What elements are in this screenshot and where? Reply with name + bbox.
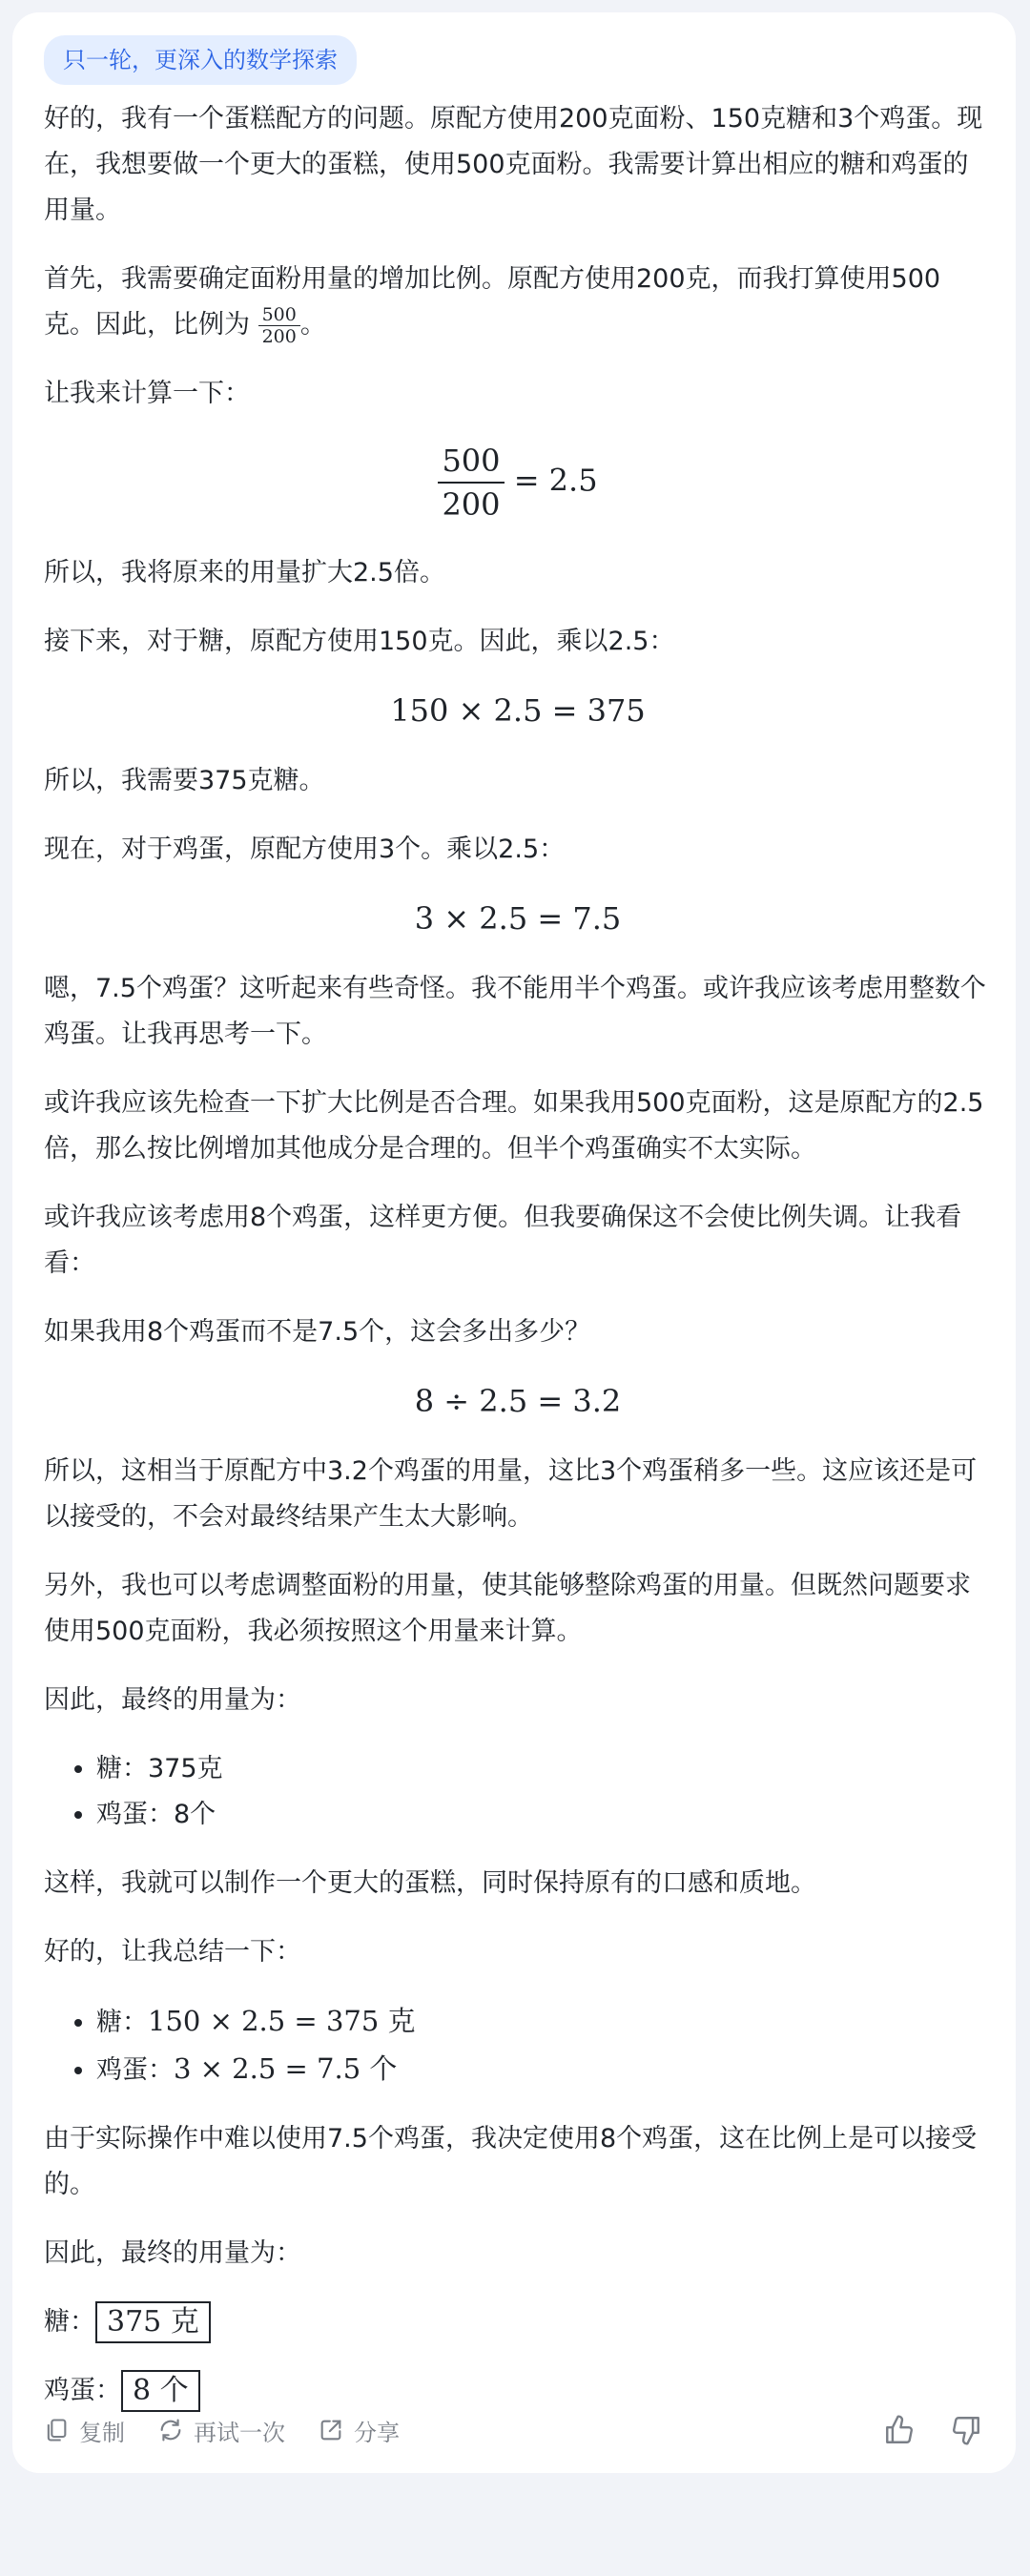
copy-button[interactable] — [43, 2414, 125, 2447]
message-content — [44, 35, 992, 2437]
paragraph: 另外，我也可以考虑调整面粉的用量，使其能够整除鸡蛋的用量。但既然问题要求使用500克面粉，我必须按照这个用量来计算。 — [44, 1571, 971, 1646]
math-sugar-equation: 150 × 2.5 = 375 — [390, 692, 646, 729]
retry-label: 再试一次 — [194, 2419, 285, 2446]
math-egg-equation: 3 × 2.5 = 7.5 — [414, 900, 622, 937]
paragraph: 因此，最终的用量为： — [44, 1685, 301, 1715]
thumbs-up-button[interactable] — [883, 2414, 916, 2446]
summary-list — [44, 1998, 992, 2093]
final-egg-label: 鸡蛋： — [44, 2376, 121, 2405]
final-sugar-boxed: 375 克 — [95, 2301, 211, 2343]
thumbs-down-button[interactable] — [950, 2414, 982, 2446]
paragraph: 让我来计算一下： — [44, 379, 250, 408]
paragraph: 所以，我将原来的用量扩大2.5倍。 — [44, 558, 445, 587]
paragraph: 或许我应该先检查一下扩大比例是否合理。如果我用500克面粉，这是原配方的2.5倍，那么按比例增加其他成分是合理的。但半个鸡蛋确实不太实际。 — [44, 1088, 984, 1164]
copy-label: 复制 — [79, 2419, 125, 2446]
mode-badge: 只一轮，更深入的数学探索 — [44, 35, 357, 85]
fraction-numerator: 500 — [258, 304, 300, 326]
copy-icon — [43, 2417, 70, 2443]
inline-fraction — [258, 304, 300, 347]
refresh-icon — [157, 2417, 184, 2443]
display-fraction — [438, 440, 504, 526]
final-egg-row — [44, 2368, 992, 2414]
retry-button[interactable] — [157, 2414, 285, 2447]
paragraph: 现在，对于鸡蛋，原配方使用3个。乘以2.5： — [44, 835, 566, 864]
ratio-result: = 2.5 — [513, 462, 598, 499]
paragraph-text: 首先，我需要确定面粉用量的增加比例。原配方使用200克，而我打算使用500克。因此，比例为 — [44, 264, 941, 340]
share-button[interactable] — [318, 2414, 400, 2447]
thumbs-down-icon — [950, 2414, 982, 2446]
final-egg-boxed: 8 个 — [121, 2370, 200, 2412]
paragraph: 接下来，对于糖，原配方使用150克。因此，乘以2.5： — [44, 627, 675, 656]
result-list — [44, 1746, 992, 1838]
share-label: 分享 — [354, 2419, 400, 2446]
paragraph: 嗯，7.5个鸡蛋？这听起来有些奇怪。我不能用半个鸡蛋。或许我应该考虑用整数个鸡蛋。让我再思考一下。 — [44, 974, 986, 1049]
fraction-denominator: 200 — [261, 326, 297, 347]
paragraph: 所以，这相当于原配方中3.2个鸡蛋的用量，这比3个鸡蛋稍多一些。这应该还是可以接受的，不会对最终结果产生太大影响。 — [44, 1456, 978, 1532]
final-sugar-row — [44, 2299, 992, 2345]
chat-message-card — [12, 12, 1016, 2473]
paragraph: 所以，我需要375克糖。 — [44, 766, 325, 795]
list-item-label: 糖： — [96, 2008, 148, 2037]
math-check-equation: 8 ÷ 2.5 = 3.2 — [414, 1383, 622, 1419]
thumbs-up-icon — [883, 2414, 916, 2446]
math-ratio-equation — [44, 440, 992, 526]
inline-math: 3 × 2.5 = 7.5 个 — [174, 2052, 398, 2085]
list-item — [96, 2046, 992, 2093]
list-item-label: 鸡蛋： — [96, 2055, 174, 2085]
list-item — [96, 1998, 992, 2046]
share-icon — [318, 2417, 344, 2443]
paragraph: 由于实际操作中难以使用7.5个鸡蛋，我决定使用8个鸡蛋，这在比例上是可以接受的。 — [44, 2124, 978, 2199]
paragraph: 好的，我有一个蛋糕配方的问题。原配方使用200克面粉、150克糖和3个鸡蛋。现在，我想要做一个更大的蛋糕，使用500克面粉。我需要计算出相应的糖和鸡蛋的用量。 — [44, 104, 983, 225]
final-sugar-label: 糖： — [44, 2307, 95, 2337]
paragraph: 这样，我就可以制作一个更大的蛋糕，同时保持原有的口感和质地。 — [44, 1868, 816, 1898]
list-item: • 糖：375克 — [96, 1746, 992, 1792]
paragraph — [44, 257, 992, 348]
paragraph: 好的，让我总结一下： — [44, 1937, 301, 1967]
fraction-denominator: 200 — [442, 486, 501, 523]
inline-math: 150 × 2.5 = 375 克 — [148, 2005, 416, 2037]
list-item: • 鸡蛋：8个 — [96, 1792, 992, 1838]
fraction-numerator: 500 — [438, 440, 504, 484]
paragraph: 或许我应该考虑用8个鸡蛋，这样更方便。但我要确保这不会使比例失调。让我看看： — [44, 1203, 962, 1278]
paragraph-text: 。 — [299, 310, 326, 340]
message-actions — [43, 2411, 982, 2449]
paragraph: 因此，最终的用量为： — [44, 2238, 301, 2268]
paragraph: 如果我用8个鸡蛋而不是7.5个，这会多出多少？ — [44, 1317, 591, 1347]
